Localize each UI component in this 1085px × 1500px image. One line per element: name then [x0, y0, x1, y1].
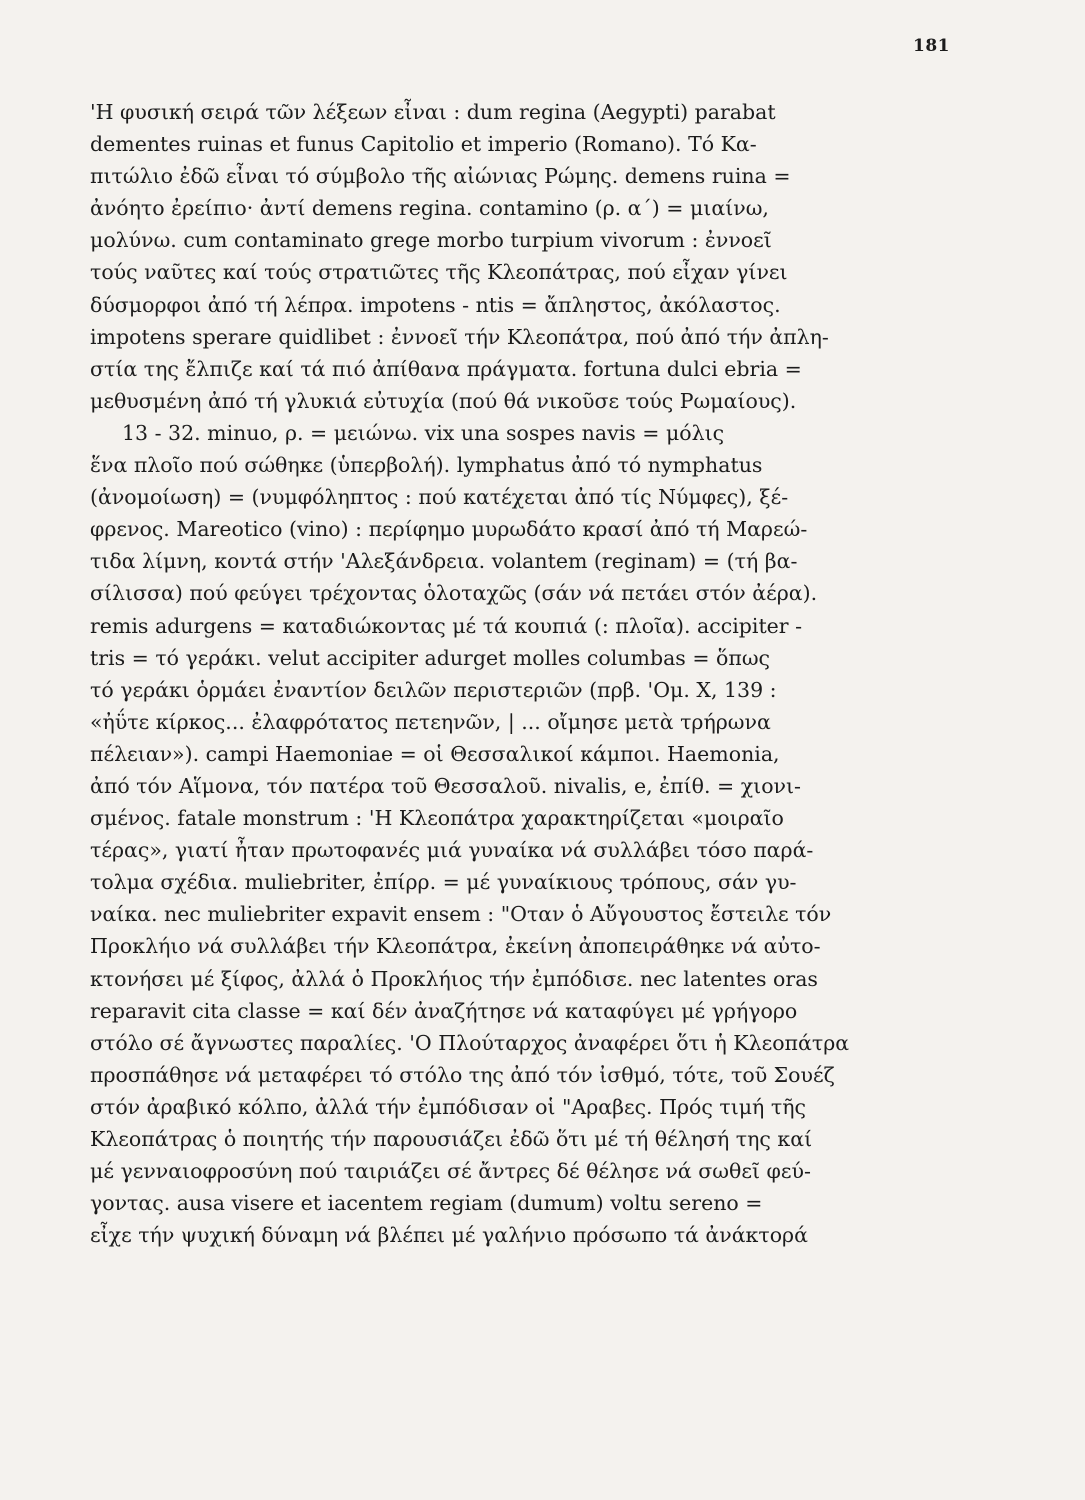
text-line: Προκλήιο νά συλλάβει τήν Κλεοπάτρα, ἐκείνη ἀποπειράθηκε νά αὐτο-: [90, 934, 821, 959]
text-line: «ἠΰτε κίρκος... ἐλαφρότατος πετεηνῶν, | ... οἴμησε μετὰ τρήρωνα: [90, 709, 771, 734]
text-line: εἶχε τήν ψυχική δύναμη νά βλέπει μέ γαλήνιο πρόσωπο τά ἀνάκτορά: [90, 1223, 808, 1248]
text-line: γοντας. ausa visere et iacentem regiam (dumum) voltu sereno =: [90, 1191, 763, 1216]
text-line: dementes ruinas et funus Capitolio et imperio (Romano). Τό Κα-: [90, 132, 757, 157]
text-line: μολύνω. cum contaminato grege morbo turpium vivorum : ἐννοεῖ: [90, 228, 772, 253]
text-line: στία της ἔλπιζε καί τά πιό ἀπίθανα πράγματα. fortuna dulci ebria =: [90, 356, 802, 381]
text-line: tris = τό γεράκι. velut accipiter adurget molles columbas = ὅπως: [90, 645, 771, 670]
text-line: ἕνα πλοῖο πού σώθηκε (ὑπερβολή). lymphatus ἀπό τό nymphatus: [90, 453, 763, 478]
page-number: 181: [913, 36, 950, 56]
text-line: πέλειαν»). campi Haemoniae = οἱ Θεσσαλικοί κάμποι. Haemonia,: [90, 741, 780, 766]
text-line: σμένος. fatale monstrum : 'Η Κλεοπάτρα χαρακτηρίζεται «μοιραῖο: [90, 806, 784, 831]
text-line: reparavit cita classe = καί δέν ἀναζήτησε νά καταφύγει μέ γρήγορο: [90, 998, 798, 1023]
text-line: στόλο σέ ἄγνωστες παραλίες. 'Ο Πλούταρχος ἀναφέρει ὅτι ἡ Κλεοπάτρα: [90, 1030, 850, 1055]
text-line: κτονήσει μέ ξίφος, ἀλλά ὁ Προκλήιος τήν ἐμπόδισε. nec latentes oras: [90, 966, 818, 991]
text-line: Κλεοπάτρας ὁ ποιητής τήν παρουσιάζει ἐδῶ ὅτι μέ τή θέλησή της καί: [90, 1127, 813, 1151]
text-line: μέ γενναιοφροσύνη πού ταιριάζει σέ ἄντρες δέ θέλησε νά σωθεῖ φεύ-: [90, 1159, 811, 1184]
text-line: τέρας», γιατί ἦταν πρωτοφανές μιά γυναίκα νά συλλάβει τόσο παρά-: [90, 838, 814, 863]
text-line: 13 - 32. minuo, ρ. = μειώνω. vix una sospes navis = μόλις: [122, 420, 725, 445]
text-line: τό γεράκι ὁρμάει ἐναντίον δειλῶν περιστεριῶν (πρβ. 'Ομ. Χ, 139 :: [90, 677, 777, 702]
text-line: προσπάθησε νά μεταφέρει τό στόλο της ἀπό τόν ἰσθμό, τότε, τοῦ Σουέζ: [90, 1062, 835, 1087]
text-line: ἀπό τόν Αἵμονα, τόν πατέρα τοῦ Θεσσαλοῦ. nivalis, e, ἐπίθ. = χιονι-: [90, 773, 801, 798]
text-line: μεθυσμένη ἀπό τή γλυκιά εὐτυχία (πού θά νικοῦσε τούς Ρωμαίους).: [90, 388, 797, 413]
text-line: τολμα σχέδια. muliebriter, ἐπίρρ. = μέ γυναίκιους τρόπους, σάν γυ-: [90, 870, 797, 895]
text-line: πιτώλιο ἐδῶ εἶναι τό σύμβολο τῆς αἰώνιας Ρώμης. demens ruina =: [90, 164, 791, 189]
text-line: σίλισσα) πού φεύγει τρέχοντας ὁλοταχῶς (σάν νά πετάει στόν ἀέρα).: [90, 581, 818, 606]
text-line: remis adurgens = καταδιώκοντας μέ τά κουπιά (: πλοῖα). accipiter -: [90, 613, 803, 638]
text-line: τιδα λίμνη, κοντά στήν 'Αλεξάνδρεια. volantem (reginam) = (τή βα-: [90, 549, 798, 574]
text-line: φρενος. Mareotico (vino) : περίφημο μυρωδάτο κρασί ἀπό τή Μαρεώ-: [90, 517, 808, 542]
text-line: τούς ναῦτες καί τούς στρατιῶτες τῆς Κλεοπάτρας, πού εἶχαν γίνει: [90, 260, 788, 285]
text-line: ἀνόητο ἐρείπιο· ἀντί demens regina. contamino (ρ. α΄) = μιαίνω,: [90, 196, 769, 221]
text-line: στόν ἀραβικό κόλπο, ἀλλά τήν ἐμπόδισαν οἱ "Αραβες. Πρός τιμή τῆς: [90, 1094, 806, 1119]
commentary-text: [90, 96, 960, 1251]
text-line: δύσμορφοι ἀπό τή λέπρα. impotens - ntis = ἄπληστος, ἀκόλαστος.: [90, 292, 781, 317]
text-line: (ἀνομοίωση) = (νυμφόληπτος : πού κατέχεται ἀπό τίς Νύμφες), ξέ-: [90, 485, 789, 510]
text-line: 'Η φυσική σειρά τῶν λέξεων εἶναι : dum regina (Aegypti) parabat: [90, 100, 776, 124]
text-line: impotens sperare quidlibet : ἐννοεῖ τήν Κλεοπάτρα, πού ἀπό τήν ἀπλη-: [90, 324, 829, 349]
text-line: ναίκα. nec muliebriter expavit ensem : "Οταν ὁ Αὔγουστος ἔστειλε τόν: [90, 902, 832, 927]
